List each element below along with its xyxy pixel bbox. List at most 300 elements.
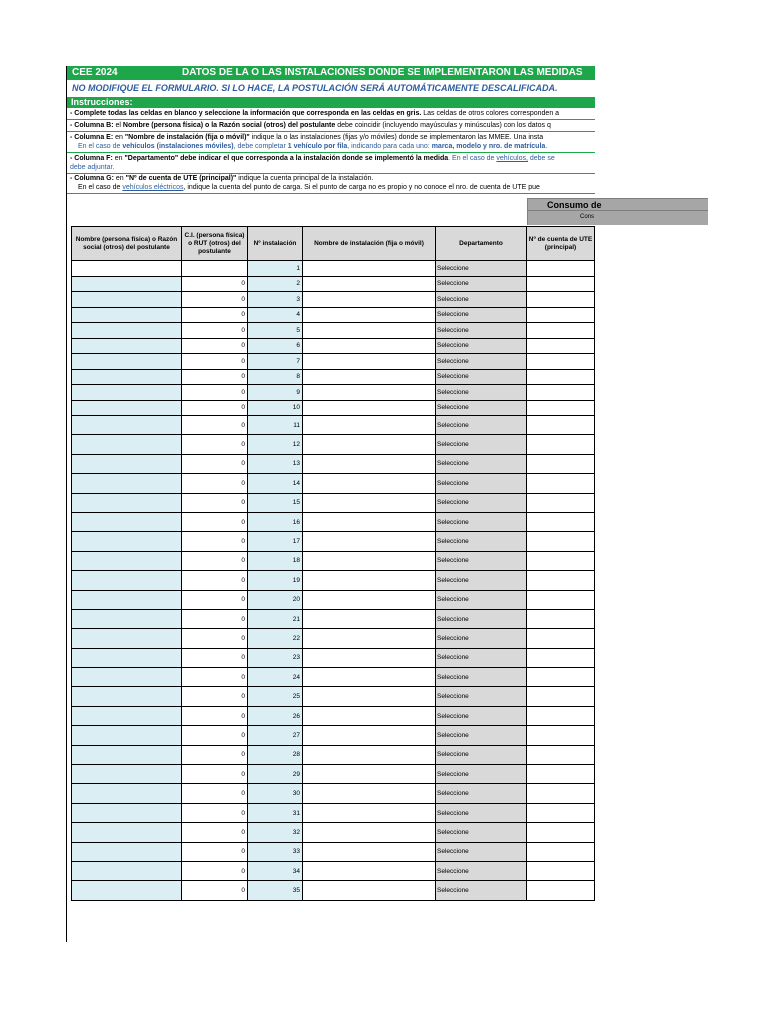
ci-rut-cell[interactable]: [182, 354, 248, 370]
instalacion-number-cell-value: 14: [292, 479, 300, 487]
instalacion-number-cell-value: 16: [292, 518, 300, 526]
departamento-select-value: Seleccione: [437, 770, 469, 778]
cuenta-ute-cell[interactable]: [527, 842, 595, 861]
instalacion-number-cell: [248, 292, 303, 308]
instalacion-number-cell-value: 10: [292, 404, 300, 412]
table-row: [72, 590, 595, 609]
ci-rut-cell-value: 0: [241, 404, 245, 412]
departamento-select[interactable]: [436, 842, 527, 861]
table-row: [72, 354, 595, 370]
instalacion-number-cell-value: 19: [292, 576, 300, 584]
cuenta-ute-cell[interactable]: [527, 493, 595, 512]
departamento-select[interactable]: [436, 861, 527, 880]
departamento-select[interactable]: [436, 687, 527, 706]
ci-rut-cell-value: 0: [241, 809, 245, 817]
departamento-select-value: Seleccione: [437, 295, 469, 303]
departamento-select-value: Seleccione: [437, 373, 469, 381]
nombre-cell[interactable]: [72, 571, 182, 590]
instructions-heading: Instrucciones:: [67, 97, 595, 108]
instalacion-name-cell[interactable]: [303, 803, 436, 822]
departamento-select[interactable]: [436, 323, 527, 339]
instalacion-number-cell: [248, 842, 303, 861]
ci-rut-cell-value: 0: [241, 576, 245, 584]
table-row: [72, 687, 595, 706]
table-header-row: [72, 227, 595, 261]
instalacion-number-cell: [248, 571, 303, 590]
nombre-cell[interactable]: [72, 323, 182, 339]
instalacion-name-cell[interactable]: [303, 261, 436, 277]
instalacion-name-cell[interactable]: [303, 338, 436, 354]
nombre-cell[interactable]: [72, 292, 182, 308]
instruction-line-5: - Columna F: en "Departamento" debe indicar el que corresponda a la instalación donde se implementó la medida. En el caso de vehículos, debe se: [70, 155, 555, 162]
nombre-cell[interactable]: [72, 629, 182, 648]
departamento-select[interactable]: [436, 532, 527, 551]
instalacion-number-cell: [248, 745, 303, 764]
instalacion-number-cell-value: 22: [292, 634, 300, 642]
ci-rut-cell[interactable]: [182, 261, 248, 277]
ci-rut-cell-value: 0: [241, 848, 245, 856]
ci-rut-cell[interactable]: [182, 765, 248, 784]
departamento-select-value: Seleccione: [437, 731, 469, 739]
instruction-separator: [67, 119, 595, 120]
ci-rut-cell-value: 0: [241, 887, 245, 895]
cuenta-ute-cell[interactable]: [527, 307, 595, 323]
instalacion-name-cell[interactable]: [303, 493, 436, 512]
instalacion-number-cell: [248, 261, 303, 277]
departamento-select-value: Seleccione: [437, 712, 469, 720]
nombre-cell[interactable]: [72, 590, 182, 609]
instalacion-name-cell[interactable]: [303, 323, 436, 339]
cuenta-ute-cell[interactable]: [527, 803, 595, 822]
instalacion-number-cell-value: 23: [292, 654, 300, 662]
ci-rut-cell-value: 0: [241, 357, 245, 365]
cuenta-ute-cell[interactable]: [527, 668, 595, 687]
instalacion-number-cell-value: 29: [292, 770, 300, 778]
instalacion-number-cell: [248, 765, 303, 784]
departamento-select-value: Seleccione: [437, 828, 469, 836]
ci-rut-cell[interactable]: [182, 276, 248, 292]
nombre-cell[interactable]: [72, 532, 182, 551]
nombre-cell[interactable]: [72, 784, 182, 803]
ci-rut-cell[interactable]: [182, 400, 248, 416]
nombre-cell[interactable]: [72, 338, 182, 354]
instalacion-number-cell: [248, 861, 303, 880]
instalacion-name-cell[interactable]: [303, 784, 436, 803]
cuenta-ute-cell[interactable]: [527, 261, 595, 277]
departamento-select-value: Seleccione: [437, 693, 469, 701]
consumo-header: Consumo de: [527, 198, 708, 211]
departamento-select[interactable]: [436, 590, 527, 609]
instalacion-name-cell[interactable]: [303, 648, 436, 667]
departamento-select-value: Seleccione: [437, 311, 469, 319]
departamento-select-value: Seleccione: [437, 867, 469, 875]
departamento-select[interactable]: [436, 474, 527, 493]
departamento-select-value: Seleccione: [437, 280, 469, 288]
departamento-select-value: Seleccione: [437, 887, 469, 895]
nombre-cell[interactable]: [72, 493, 182, 512]
cuenta-ute-cell[interactable]: [527, 784, 595, 803]
table-row: [72, 532, 595, 551]
nombre-cell[interactable]: [72, 261, 182, 277]
ci-rut-cell[interactable]: [182, 474, 248, 493]
ci-rut-cell[interactable]: [182, 416, 248, 435]
nombre-cell[interactable]: [72, 369, 182, 385]
ci-rut-cell[interactable]: [182, 842, 248, 861]
ci-rut-cell-value: 0: [241, 518, 245, 526]
ci-rut-cell[interactable]: [182, 323, 248, 339]
departamento-select-value: Seleccione: [437, 615, 469, 623]
table-row: [72, 323, 595, 339]
instalacion-number-cell-value: 32: [292, 828, 300, 836]
departamento-select-value: Seleccione: [437, 326, 469, 334]
form-code: CEE 2024: [72, 67, 118, 78]
ci-rut-cell[interactable]: [182, 629, 248, 648]
ci-rut-cell[interactable]: [182, 454, 248, 473]
departamento-select-value: Seleccione: [437, 499, 469, 507]
cuenta-ute-cell[interactable]: [527, 687, 595, 706]
nombre-cell[interactable]: [72, 307, 182, 323]
instalacion-name-cell[interactable]: [303, 416, 436, 435]
nombre-cell[interactable]: [72, 881, 182, 900]
departamento-select-value: Seleccione: [437, 673, 469, 681]
departamento-select[interactable]: [436, 276, 527, 292]
instalacion-name-cell[interactable]: [303, 668, 436, 687]
form-title: DATOS DE LA O LAS INSTALACIONES DONDE SE IMPLEMENTARON LAS MEDIDAS: [182, 67, 583, 78]
instalacion-name-cell[interactable]: [303, 726, 436, 745]
departamento-select-value: Seleccione: [437, 357, 469, 365]
departamento-select[interactable]: [436, 354, 527, 370]
ci-rut-cell[interactable]: [182, 590, 248, 609]
header-numero-instalacion: Nº instalación: [248, 227, 303, 261]
instalacion-name-cell[interactable]: [303, 881, 436, 900]
instalacion-name-cell[interactable]: [303, 474, 436, 493]
instalacion-name-cell[interactable]: [303, 765, 436, 784]
departamento-select-value: Seleccione: [437, 634, 469, 642]
instalacion-number-cell-value: 28: [292, 751, 300, 759]
ci-rut-cell[interactable]: [182, 307, 248, 323]
cuenta-ute-cell[interactable]: [527, 590, 595, 609]
nombre-cell[interactable]: [72, 687, 182, 706]
departamento-select[interactable]: [436, 571, 527, 590]
instalacion-number-cell-value: 31: [292, 809, 300, 817]
nombre-cell[interactable]: [72, 745, 182, 764]
table-row: [72, 823, 595, 842]
instalacion-name-cell[interactable]: [303, 706, 436, 725]
instalacion-name-cell[interactable]: [303, 609, 436, 628]
ci-rut-cell[interactable]: [182, 668, 248, 687]
instalacion-name-cell[interactable]: [303, 292, 436, 308]
departamento-select[interactable]: [436, 745, 527, 764]
departamento-select[interactable]: [436, 551, 527, 570]
instalacion-name-cell[interactable]: [303, 590, 436, 609]
ci-rut-cell[interactable]: [182, 823, 248, 842]
cuenta-ute-cell[interactable]: [527, 416, 595, 435]
instalacion-number-cell-value: 30: [292, 790, 300, 798]
instalacion-number-cell: [248, 323, 303, 339]
installations-table: [71, 226, 595, 901]
cuenta-ute-cell[interactable]: [527, 629, 595, 648]
table-row: [72, 307, 595, 323]
nombre-cell[interactable]: [72, 512, 182, 531]
cuenta-ute-cell[interactable]: [527, 571, 595, 590]
departamento-select[interactable]: [436, 454, 527, 473]
departamento-select[interactable]: [436, 648, 527, 667]
cuenta-ute-cell[interactable]: [527, 435, 595, 454]
nombre-cell[interactable]: [72, 400, 182, 416]
ci-rut-cell[interactable]: [182, 435, 248, 454]
ci-rut-cell[interactable]: [182, 551, 248, 570]
instalacion-name-cell[interactable]: [303, 454, 436, 473]
ci-rut-cell[interactable]: [182, 784, 248, 803]
instalacion-number-cell-value: 12: [292, 441, 300, 449]
table-row: [72, 474, 595, 493]
departamento-select[interactable]: [436, 881, 527, 900]
table-row: [72, 668, 595, 687]
nombre-cell[interactable]: [72, 842, 182, 861]
instalacion-number-cell-value: 15: [292, 499, 300, 507]
departamento-select-value: Seleccione: [437, 654, 469, 662]
departamento-select[interactable]: [436, 307, 527, 323]
nombre-cell[interactable]: [72, 668, 182, 687]
cuenta-ute-cell[interactable]: [527, 861, 595, 880]
instruction-line-3: - Columna E: en "Nombre de instalación (fija o móvil)" indique la o las instalaciones (fijas y/o móviles) donde se implementaron las MMEE. Una insta: [70, 134, 544, 141]
ci-rut-cell[interactable]: [182, 512, 248, 531]
ci-rut-cell[interactable]: [182, 861, 248, 880]
instalacion-number-cell-value: 11: [293, 421, 300, 429]
instalacion-number-cell: [248, 385, 303, 401]
title-banner: [67, 66, 595, 80]
instalacion-number-cell: [248, 629, 303, 648]
instalacion-number-cell: [248, 823, 303, 842]
ci-rut-cell-value: 0: [241, 342, 245, 350]
instalacion-number-cell-value: 1: [296, 264, 300, 272]
departamento-select[interactable]: [436, 629, 527, 648]
departamento-select-value: Seleccione: [437, 557, 469, 565]
nombre-cell[interactable]: [72, 765, 182, 784]
instalacion-number-cell-value: 18: [292, 557, 300, 565]
cuenta-ute-cell[interactable]: [527, 292, 595, 308]
ci-rut-cell[interactable]: [182, 571, 248, 590]
ci-rut-cell-value: 0: [241, 295, 245, 303]
instalacion-name-cell[interactable]: [303, 823, 436, 842]
ci-rut-cell-value: 0: [241, 828, 245, 836]
instalacion-number-cell: [248, 454, 303, 473]
departamento-select[interactable]: [436, 416, 527, 435]
cuenta-ute-cell[interactable]: [527, 706, 595, 725]
ci-rut-cell-value: 0: [241, 867, 245, 875]
departamento-select[interactable]: [436, 292, 527, 308]
cuenta-ute-cell[interactable]: [527, 354, 595, 370]
cuenta-ute-cell[interactable]: [527, 726, 595, 745]
ci-rut-cell[interactable]: [182, 532, 248, 551]
instalacion-name-cell[interactable]: [303, 571, 436, 590]
cuenta-ute-cell[interactable]: [527, 512, 595, 531]
nombre-cell[interactable]: [72, 609, 182, 628]
instalacion-name-cell[interactable]: [303, 400, 436, 416]
instalacion-number-cell: [248, 338, 303, 354]
departamento-select[interactable]: [436, 493, 527, 512]
instalacion-number-cell-value: 5: [296, 326, 300, 334]
table-row: [72, 803, 595, 822]
instalacion-number-cell-value: 3: [296, 295, 300, 303]
cuenta-ute-cell[interactable]: [527, 400, 595, 416]
cuenta-ute-cell[interactable]: [527, 823, 595, 842]
cuenta-ute-cell[interactable]: [527, 369, 595, 385]
ci-rut-cell[interactable]: [182, 385, 248, 401]
instalacion-number-cell-value: 26: [292, 712, 300, 720]
ci-rut-cell-value: 0: [241, 634, 245, 642]
table-row: [72, 609, 595, 628]
nombre-cell[interactable]: [72, 861, 182, 880]
instalacion-name-cell[interactable]: [303, 435, 436, 454]
ci-rut-cell[interactable]: [182, 609, 248, 628]
departamento-select[interactable]: [436, 261, 527, 277]
table-row: [72, 512, 595, 531]
ci-rut-cell-value: 0: [241, 373, 245, 381]
instalacion-name-cell[interactable]: [303, 369, 436, 385]
departamento-select-value: Seleccione: [437, 790, 469, 798]
departamento-select-value: Seleccione: [437, 518, 469, 526]
instalacion-number-cell-value: 8: [296, 373, 300, 381]
ci-rut-cell[interactable]: [182, 726, 248, 745]
instalacion-name-cell[interactable]: [303, 276, 436, 292]
ci-rut-cell[interactable]: [182, 292, 248, 308]
header-cuenta-ute: Nº de cuenta de UTE (principal): [527, 227, 595, 261]
cuenta-ute-cell[interactable]: [527, 338, 595, 354]
departamento-select[interactable]: [436, 784, 527, 803]
table-row: [72, 493, 595, 512]
departamento-select[interactable]: [436, 823, 527, 842]
ci-rut-cell[interactable]: [182, 369, 248, 385]
instalacion-number-cell: [248, 474, 303, 493]
departamento-select-value: Seleccione: [437, 809, 469, 817]
header-ci-rut: C.I. (persona física) o RUT (otros) del postulante: [182, 227, 248, 261]
departamento-select[interactable]: [436, 385, 527, 401]
ci-rut-cell[interactable]: [182, 648, 248, 667]
instalacion-name-cell[interactable]: [303, 745, 436, 764]
nombre-cell[interactable]: [72, 706, 182, 725]
instalacion-number-cell-value: 13: [292, 460, 300, 468]
nombre-cell[interactable]: [72, 648, 182, 667]
instalacion-number-cell-value: 4: [296, 311, 300, 319]
instalacion-number-cell: [248, 726, 303, 745]
departamento-select[interactable]: [436, 400, 527, 416]
cuenta-ute-cell[interactable]: [527, 276, 595, 292]
consumo-subheader: Cons: [527, 211, 708, 225]
nombre-cell[interactable]: [72, 354, 182, 370]
table-row: [72, 261, 595, 277]
ci-rut-cell-value: 0: [241, 311, 245, 319]
ci-rut-cell[interactable]: [182, 493, 248, 512]
nombre-cell[interactable]: [72, 823, 182, 842]
cuenta-ute-cell[interactable]: [527, 765, 595, 784]
instalacion-name-cell[interactable]: [303, 687, 436, 706]
instalacion-number-cell: [248, 668, 303, 687]
instalacion-name-cell[interactable]: [303, 532, 436, 551]
table-row: [72, 551, 595, 570]
cuenta-ute-cell[interactable]: [527, 648, 595, 667]
departamento-select[interactable]: [436, 435, 527, 454]
instruction-line-8: En el caso de vehículos eléctricos, indique la cuenta del punto de carga. Si el punto de carga no es propio y no conoce el nro. de cuenta de UTE pue: [78, 184, 540, 191]
departamento-select[interactable]: [436, 726, 527, 745]
cuenta-ute-cell[interactable]: [527, 881, 595, 900]
instalacion-name-cell[interactable]: [303, 861, 436, 880]
instalacion-name-cell[interactable]: [303, 551, 436, 570]
instalacion-number-cell: [248, 435, 303, 454]
cuenta-ute-cell[interactable]: [527, 474, 595, 493]
nombre-cell[interactable]: [72, 454, 182, 473]
departamento-select-value: Seleccione: [437, 264, 469, 272]
departamento-select[interactable]: [436, 512, 527, 531]
departamento-select[interactable]: [436, 765, 527, 784]
instalacion-name-cell[interactable]: [303, 307, 436, 323]
nombre-cell[interactable]: [72, 385, 182, 401]
departamento-select[interactable]: [436, 803, 527, 822]
departamento-select[interactable]: [436, 609, 527, 628]
cuenta-ute-cell[interactable]: [527, 609, 595, 628]
nombre-cell[interactable]: [72, 276, 182, 292]
ci-rut-cell[interactable]: [182, 803, 248, 822]
departamento-select[interactable]: [436, 369, 527, 385]
ci-rut-cell-value: 0: [241, 557, 245, 565]
departamento-select[interactable]: [436, 338, 527, 354]
instalacion-number-cell-value: 24: [292, 673, 300, 681]
ci-rut-cell[interactable]: [182, 706, 248, 725]
departamento-select[interactable]: [436, 706, 527, 725]
instalacion-number-cell-value: 25: [292, 693, 300, 701]
instruction-line-1: - Complete todas las celdas en blanco y seleccione la información que corresponda en las celdas en gris. Las celdas de otros colores corresponden a: [70, 110, 560, 117]
departamento-select-value: Seleccione: [437, 479, 469, 487]
nombre-cell[interactable]: [72, 803, 182, 822]
instalacion-number-cell-value: 33: [292, 848, 300, 856]
nombre-cell[interactable]: [72, 726, 182, 745]
ci-rut-cell-value: 0: [241, 654, 245, 662]
instalacion-number-cell-value: 2: [296, 280, 300, 288]
ci-rut-cell-value: 0: [241, 479, 245, 487]
ci-rut-cell[interactable]: [182, 881, 248, 900]
ci-rut-cell[interactable]: [182, 687, 248, 706]
instalacion-number-cell-value: 17: [292, 538, 300, 546]
cuenta-ute-cell[interactable]: [527, 745, 595, 764]
instalacion-name-cell[interactable]: [303, 512, 436, 531]
instruction-separator: [67, 152, 595, 153]
nombre-cell[interactable]: [72, 416, 182, 435]
instalacion-name-cell[interactable]: [303, 385, 436, 401]
instalacion-number-cell-value: 35: [292, 887, 300, 895]
table-row: [72, 706, 595, 725]
instalacion-number-cell: [248, 609, 303, 628]
instalacion-number-cell: [248, 493, 303, 512]
nombre-cell[interactable]: [72, 551, 182, 570]
departamento-select-value: Seleccione: [437, 404, 469, 412]
cuenta-ute-cell[interactable]: [527, 323, 595, 339]
cuenta-ute-cell[interactable]: [527, 551, 595, 570]
ci-rut-cell[interactable]: [182, 338, 248, 354]
cuenta-ute-cell[interactable]: [527, 385, 595, 401]
nombre-cell[interactable]: [72, 435, 182, 454]
instalacion-name-cell[interactable]: [303, 629, 436, 648]
departamento-select-value: Seleccione: [437, 460, 469, 468]
instalacion-name-cell[interactable]: [303, 354, 436, 370]
departamento-select[interactable]: [436, 668, 527, 687]
ci-rut-cell[interactable]: [182, 745, 248, 764]
cuenta-ute-cell[interactable]: [527, 532, 595, 551]
cuenta-ute-cell[interactable]: [527, 454, 595, 473]
nombre-cell[interactable]: [72, 474, 182, 493]
table-row: [72, 400, 595, 416]
table-row: [72, 276, 595, 292]
instalacion-name-cell[interactable]: [303, 842, 436, 861]
